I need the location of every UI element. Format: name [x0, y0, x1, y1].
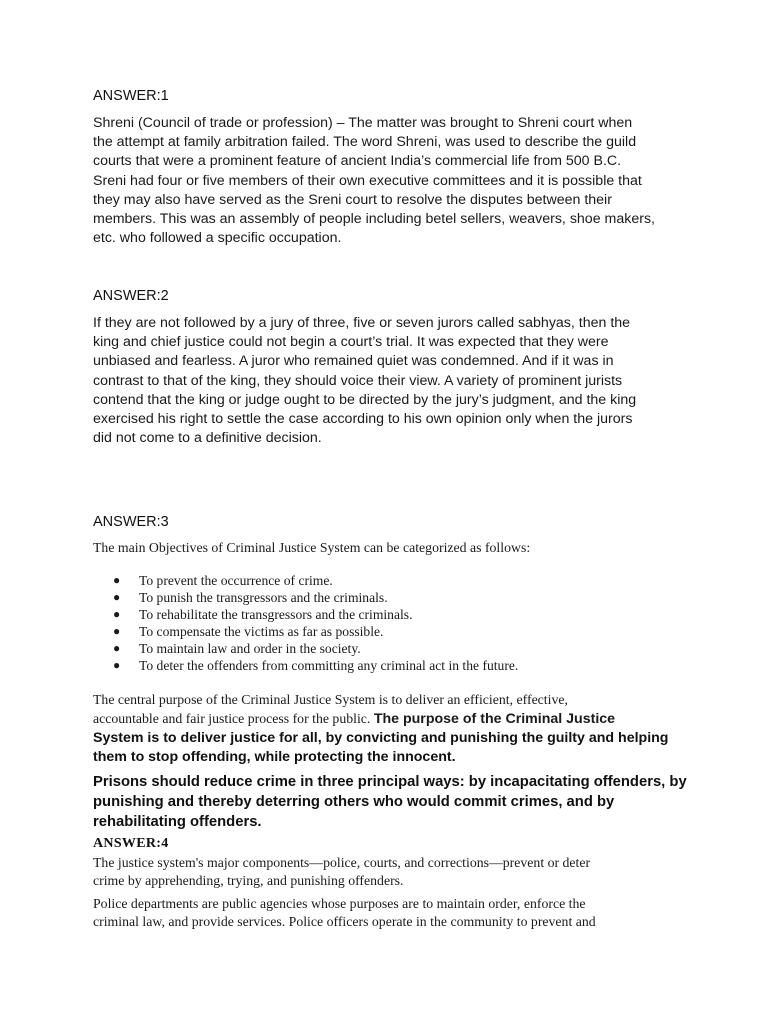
answer-4-line: Police departments are public agencies whose purposes are to maintain order, enforce the: [93, 896, 586, 911]
answer-4-heading: ANSWER:4: [93, 836, 169, 851]
answer-2-line: If they are not followed by a jury of three, five or seven jurors called sabhyas, then the: [93, 315, 631, 331]
list-item-text: To prevent the occurrence of crime.: [139, 573, 333, 588]
answer-3-intro-block: [93, 539, 693, 557]
bullet-icon: ●: [113, 658, 121, 672]
answer-2-body: [93, 314, 693, 448]
list-item: [93, 657, 693, 674]
list-item: [93, 606, 693, 623]
central-bold-line: System is to deliver justice for all, by convicting and punishing the guilty and helping: [93, 730, 669, 747]
answer-4-line: criminal law, and provide services. Police officers operate in the community to prevent and: [93, 914, 596, 929]
prisons-line: rehabilitating offenders.: [93, 814, 262, 830]
bullet-icon: ●: [113, 641, 121, 655]
bullet-icon: ●: [113, 607, 121, 621]
prisons-line: punishing and thereby deterring others who would commit crimes, and by: [93, 794, 615, 810]
list-item-text: To rehabilitate the transgressors and the criminals.: [139, 607, 413, 622]
answer-1-line: Sreni had four or five members of their own executive committees and it is possible that: [93, 172, 642, 189]
answer-2-line: unbiased and fearless. A juror who remained quiet was condemned. And if it was in: [93, 353, 614, 370]
list-item: [93, 589, 693, 606]
answer-1-body: [93, 114, 693, 248]
answer-2-line: contrast to that of the king, they should voice their view. A variety of prominent jurists: [93, 372, 623, 389]
answer-1-line: the attempt at family arbitration failed. The word Shreni, was used to describe the guild: [93, 134, 637, 151]
list-item-text: To compensate the victims as far as possible.: [139, 624, 384, 639]
prisons-paragraph: [93, 772, 693, 832]
list-item-text: To maintain law and order in the society.: [139, 641, 361, 656]
answer-4-section: [93, 836, 683, 852]
bullet-icon: ●: [113, 573, 121, 587]
list-item: [93, 623, 693, 640]
answer-4-para-2: [93, 895, 693, 931]
answer-3-central-paragraph: [93, 690, 693, 767]
central-line-serif: accountable and fair justice process for the public.: [93, 711, 374, 726]
answer-2-section: [93, 288, 683, 304]
answer-2-line: exercised his right to settle the case according to his own opinion only when the jurors: [93, 411, 633, 428]
list-item-text: To punish the transgressors and the criminals.: [139, 590, 388, 605]
prisons-line: Prisons should reduce crime in three principal ways: by incapacitating offenders, by: [93, 774, 687, 790]
answer-1-heading: ANSWER:1: [93, 88, 169, 104]
central-line-bold-start: The purpose of the Criminal Justice: [373, 711, 616, 727]
answer-2-line: did not come to a definitive decision.: [93, 430, 322, 447]
answer-1-line: members. This was an assembly of people including betel sellers, weavers, shoe makers,: [93, 211, 655, 228]
bullet-icon: ●: [113, 590, 121, 604]
answer-1-section: [93, 88, 683, 104]
central-line: The central purpose of the Criminal Justice System is to deliver an efficient, effective,: [93, 692, 568, 707]
answer-1-line: Shreni (Council of trade or profession) – The matter was brought to Shreni court when: [93, 115, 633, 131]
answer-3-intro: The main Objectives of Criminal Justice System can be categorized as follows:: [93, 540, 531, 555]
answer-1-line: they may also have served as the Sreni court to resolve the disputes between their: [93, 191, 612, 208]
answer-3-heading: ANSWER:3: [93, 514, 169, 530]
answer-2-line: contend that the king or judge ought to be directed by the jury’s judgment, and the king: [93, 391, 637, 408]
central-line-mixed: [93, 709, 693, 729]
answer-3-section: [93, 514, 683, 530]
answer-4-line: The justice system's major components—police, courts, and corrections—prevent or deter: [93, 855, 591, 870]
answer-1-line: courts that were a prominent feature of ancient India’s commercial life from 500 B.C.: [93, 153, 622, 170]
answer-2-heading: ANSWER:2: [93, 288, 169, 304]
answer-1-line: etc. who followed a specific occupation.: [93, 230, 342, 247]
answer-4-para-1: [93, 854, 693, 890]
list-item: [93, 640, 693, 657]
answer-3-bullets-block: [93, 572, 693, 674]
list-item: [93, 572, 693, 589]
list-item-text: To deter the offenders from committing any criminal act in the future.: [139, 658, 519, 673]
central-bold-line: them to stop offending, while protecting the innocent.: [93, 749, 456, 766]
bullet-icon: ●: [113, 624, 121, 638]
objectives-list: [93, 572, 693, 674]
answer-2-line: king and chief justice could not begin a court’s trial. It was expected that they were: [93, 334, 609, 351]
answer-4-line: crime by apprehending, trying, and punishing offenders.: [93, 873, 404, 888]
